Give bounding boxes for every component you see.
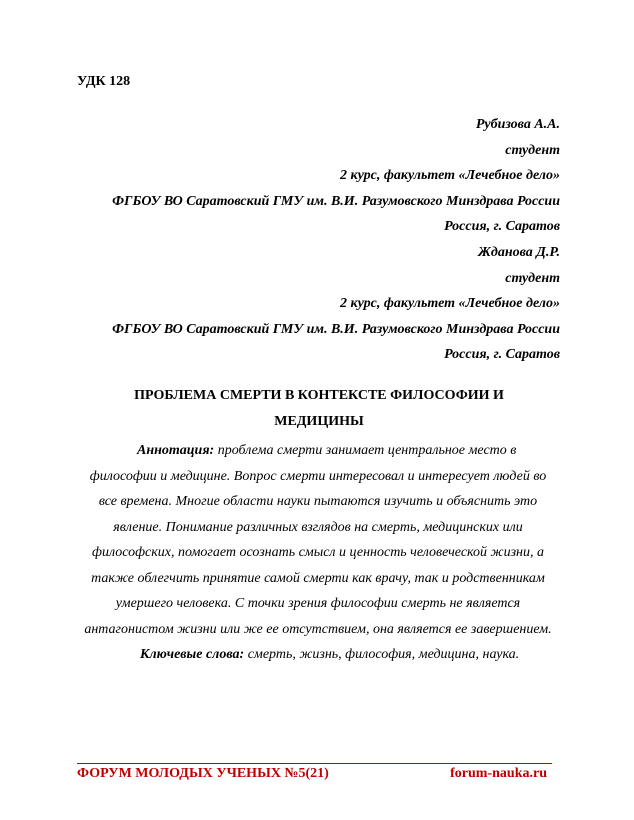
abstract-line: также облегчить принятие самой смерти как врачу, так и родственникам xyxy=(91,570,545,586)
abstract-line: философии и медицине. Вопрос смерти интересовал и интересует людей во xyxy=(89,468,547,484)
footer-journal: ФОРУМ МОЛОДЫХ УЧЕНЫХ №5(21) xyxy=(77,766,329,781)
abstract-label: Аннотация: xyxy=(137,443,215,458)
author-1-course: 2 курс, факультет «Лечебное дело» xyxy=(340,168,560,184)
abstract-line: умершего человека. С точки зрения философии смерть не является xyxy=(115,596,521,611)
author-2-status: студент xyxy=(505,270,560,286)
footer-site-link[interactable]: forum-nauka.ru xyxy=(450,766,547,781)
author-2-course: 2 курс, факультет «Лечебное дело» xyxy=(340,296,560,312)
author-1-status: студент xyxy=(505,142,560,158)
abstract-line: философских, помогает осознать смысл и ценность человеческой жизни, а xyxy=(92,545,544,560)
author-1-name: Рубизова А.А. xyxy=(475,117,560,132)
author-block xyxy=(60,112,560,368)
udk-code: УДК 128 xyxy=(77,74,131,89)
abstract-line: все времена. Многие области науки пытаются изучить и объяснить это xyxy=(98,494,538,509)
keywords-label: Ключевые слова: xyxy=(140,647,245,662)
abstract-line: антагонистом жизни или же ее отсутствием, она является ее завершением. xyxy=(84,621,552,637)
title-line-1: ПРОБЛЕМА СМЕРТИ В КОНТЕКСТЕ ФИЛОСОФИИ И xyxy=(134,388,504,403)
keywords-text: смерть, жизнь, философия, медицина, наука. xyxy=(244,647,520,662)
author-2-location: Россия, г. Саратов xyxy=(444,347,560,363)
keywords-line xyxy=(60,642,576,668)
footer-divider xyxy=(77,763,552,764)
article-title xyxy=(77,383,561,435)
abstract-text: проблема смерти занимает центральное место в xyxy=(214,443,517,458)
abstract xyxy=(60,438,576,668)
author-1-location: Россия, г. Саратов xyxy=(444,219,560,235)
author-2-university: ФГБОУ ВО Саратовский ГМУ им. В.И. Разумовского Минздрава России xyxy=(112,321,560,337)
abstract-line xyxy=(60,438,576,464)
author-2-name: Жданова Д.Р. xyxy=(478,244,560,260)
title-line-2: МЕДИЦИНЫ xyxy=(274,414,364,429)
author-1-university: ФГБОУ ВО Саратовский ГМУ им. В.И. Разумовского Минздрава России xyxy=(112,193,560,209)
abstract-line: явление. Понимание различных взглядов на смерть, медицинских или xyxy=(113,519,523,535)
